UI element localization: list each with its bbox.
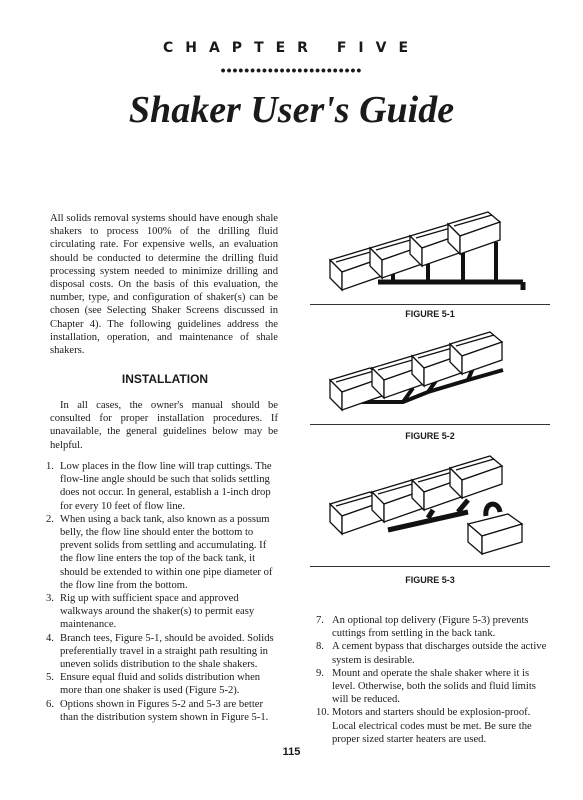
list-text: Mount and operate the shale shaker where it is level. Otherwise, both the solids and fluid limits will be reduced. (332, 667, 536, 706)
title-divider-dots: •••••••••••••••••••••••• (220, 62, 363, 78)
list-number: 8. (316, 641, 324, 653)
page-title: Shaker User's Guide (128, 89, 455, 131)
list-text: Options shown in Figures 5-2 and 5-3 are better than the distribution system shown in Figure 5-1. (60, 698, 269, 723)
figure-5-2-illustration (318, 330, 548, 420)
list-item (316, 640, 548, 666)
page-number: 115 (282, 746, 301, 758)
list-number: 9. (316, 667, 324, 679)
guideline-list-right (316, 614, 548, 746)
figure-5-1-caption: FIGURE 5-1 (405, 309, 455, 319)
list-text: When using a back tank, also known as a possum belly, the flow line should enter the bottom to prevent solids from settling and accumulating. If the flow line enters the top of the back tank, it should be extended to within one pipe diameter of the flow line from the bottom. (60, 513, 273, 591)
list-number: 10. (316, 707, 330, 719)
guideline-list-left (46, 460, 278, 724)
intro-paragraph: All solids removal systems should have enough shale shakers to process 100% of the drilling fluid circulating rate. For expensive wells, an evaluation should be conducted to determine the drilling fluid processing system needed to minimize drilling and disposal costs. On the basis of this evaluation, the number, type, and configuration of shaker(s) can be chosen (see Selecting Shaker Screens discussed in Chapter 4). The following guidelines address the installation, operation, and maintenance of shale shakers. (50, 213, 278, 357)
list-text: Branch tees, Figure 5-1, should be avoided. Solids preferentially travel in a straight path resulting in uneven solids distribution to the shale shakers. (60, 632, 274, 671)
figure-5-2-caption: FIGURE 5-2 (405, 431, 455, 441)
list-number: 1. (46, 461, 54, 472)
list-text: An optional top delivery (Figure 5-3) prevents cuttings from settling in the back tank. (332, 615, 529, 640)
list-number: 7. (316, 615, 324, 626)
list-text: Ensure equal fluid and solids distribution when more than one shaker is used (Figure 5-2). (60, 672, 261, 697)
list-number: 3. (46, 593, 54, 605)
list-text: Rig up with sufficient space and approved walkways around the shaker(s) to permit easy maintenance. (60, 593, 255, 631)
figure-5-3-illustration (318, 452, 548, 562)
list-item (316, 667, 548, 707)
chapter-label: CHAPTER FIVE (162, 40, 421, 56)
list-number: 6. (46, 698, 54, 710)
list-text: Low places in the flow line will trap cuttings. The flow-line angle should be such that solids settling does not occur. In general, establish a 1-inch drop for every 10 feet of flow line. (60, 461, 272, 512)
list-item (46, 671, 278, 697)
list-item (46, 460, 278, 513)
list-text: Motors and starters should be explosion-proof. Local electrical codes must be met. Be sure the proper sized starter heaters are used. (332, 707, 532, 745)
figure-5-2-rule (310, 424, 550, 425)
list-item (46, 632, 278, 672)
list-item (46, 698, 278, 724)
list-number: 4. (46, 632, 54, 644)
list-text: A cement bypass that discharges outside the active system is desirable. (332, 641, 547, 666)
figure-5-1-rule (310, 304, 550, 305)
list-item (46, 513, 278, 592)
list-item (316, 706, 548, 746)
figure-5-1-illustration (318, 210, 548, 300)
installation-heading: INSTALLATION (121, 372, 209, 386)
list-number: 5. (46, 672, 54, 684)
list-number: 2. (46, 513, 54, 525)
figure-5-3-rule (310, 566, 550, 567)
installation-paragraph: In all cases, the owner's manual should be consulted for proper installation procedures. If unavailable, the general guidelines below may be helpful. (50, 400, 278, 451)
figure-5-3-caption: FIGURE 5-3 (405, 575, 455, 585)
list-item (46, 592, 278, 632)
list-item (316, 614, 548, 640)
